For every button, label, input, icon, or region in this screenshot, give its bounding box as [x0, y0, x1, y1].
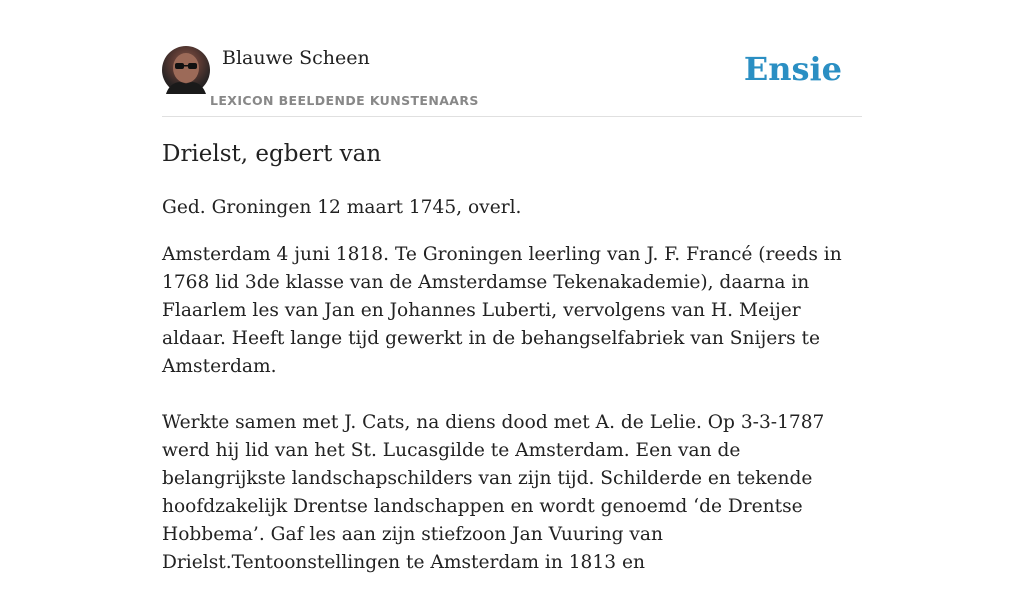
article-paragraph: Amsterdam 4 juni 1818. Te Groningen leerling van J. F. Francé (reeds in 1768 lid 3de klasse van de Amsterdamse Tekenakademie), daarna in Flaarlem les van Jan en Johannes Luberti, vervolgens van H. Meijer aldaar. Heeft lange tijd gewerkt in de behangselfabriek van Snijers te Amsterdam.	[162, 244, 842, 377]
brand-logo[interactable]: Ensie	[743, 50, 842, 88]
author-avatar[interactable]	[162, 46, 210, 94]
article-paragraph: Werkte samen met J. Cats, na diens dood met A. de Lelie. Op 3-3-1787 werd hij lid van het St. Lucasgilde te Amsterdam. Een van de belangrijkste landschapschilders van zijn tijd. Schilderde en tekende hoofdzakelijk Drentse landschappen en wordt genoemd ‘de Drentse Hobbema’. Gaf les aan zijn stiefzoon Jan Vuuring van Drielst.Tentoonstellingen te Amsterdam in 1813 en	[162, 412, 825, 573]
author-name[interactable]: Blauwe Scheen	[222, 47, 370, 69]
avatar-portrait-image	[162, 46, 210, 94]
article-body	[162, 138, 862, 596]
article-title: Drielst, egbert van	[162, 141, 382, 167]
publication-label[interactable]: LEXICON BEELDENDE KUNSTENAARS	[210, 93, 479, 108]
article-paragraph: Ged. Groningen 12 maart 1745, overl.	[162, 197, 522, 218]
article-header	[162, 46, 862, 117]
